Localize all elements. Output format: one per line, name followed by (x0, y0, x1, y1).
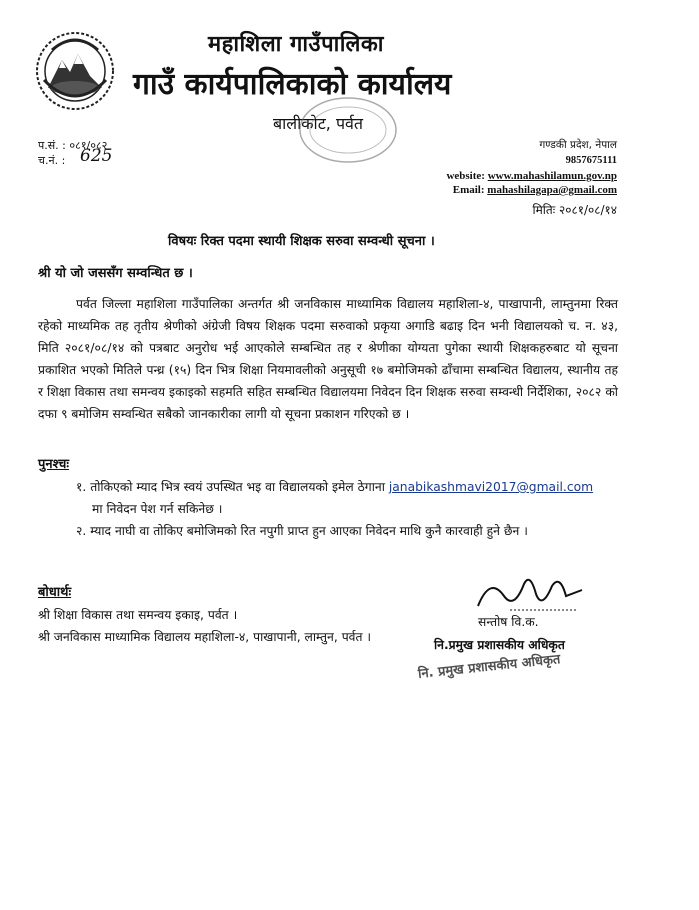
office-location: बालीकोट, पर्वत (273, 114, 364, 133)
reference-number: प.सं. : ०८१/०८२ (38, 139, 108, 152)
email-line (453, 184, 617, 196)
signature-icon (470, 566, 590, 616)
office-stamp-icon (296, 92, 400, 168)
designation-stamp: नि. प्रमुख प्रशासकीय अधिकृत (417, 652, 562, 682)
cc-recipient-1: श्री शिक्षा विकास तथा समन्वय इकाइ, पर्वत । (38, 608, 238, 622)
school-email-link[interactable]: janabikashmavi2017@gmail.com (388, 480, 594, 494)
dispatch-number: 625 (80, 146, 113, 166)
signatory-name: सन्तोष वि.क. (478, 615, 539, 629)
nepal-emblem-icon (34, 30, 116, 112)
postscript-label: पुनश्चः (38, 457, 70, 472)
postscript-item-1-continuation: मा निवेदन पेश गर्न सकिनेछ । (92, 502, 223, 516)
office-name: गाउँ कार्यपालिकाको कार्यालय (133, 67, 452, 102)
letter-date: मितिः २०८१/०८/१४ (532, 203, 617, 217)
phone-number: 9857675111 (565, 155, 617, 166)
website-label: website: (446, 170, 485, 182)
subject-line: विषयः रिक्त पदमा स्थायी शिक्षक सरुवा सम्वन्धी सूचना । (168, 234, 435, 249)
website-link[interactable]: www.mahashilamun.gov.np (487, 170, 617, 182)
cc-label: बोधार्थः (38, 585, 72, 600)
municipality-name: महाशिला गाउँपालिका (208, 32, 385, 57)
email-label: Email: (452, 184, 485, 196)
website-line (446, 170, 617, 182)
postscript-item-1-text: १. तोकिएको म्याद भित्र स्वयं उपस्थित भइ वा विद्यालयको इमेल ठेगाना (76, 480, 389, 494)
cc-recipient-2: श्री जनविकास माध्यामिक विद्यालय महाशिला-४, पाखापानी, लाम्तुन, पर्वत । (38, 630, 372, 644)
body-paragraph: पर्वत जिल्ला महाशिला गाउँपालिका अन्तर्गत श्री जनविकास माध्यामिक विद्यालय महाशिला-४, पाखापानी, लाम्तुनमा रिक्त रहेको माध्यमिक तह तृतीय श्रेणीको अंग्रेजी विषय शिक्षक पदमा सरुवाको प्रकृया अगाडि बढाइ दिन भनी विद्यालयको च. न. ४३, मिति २०८१/०८/१४ को पत्रबाट अनुरोध भई आएकोले सम्बन्धित तह र श्रेणीका योग्यता पुगेका स्थायी शिक्षकहरुबाट यो सूचना प्रकाशित भएको मितिले पन्ध्र (१५) दिन भित्र शिक्षा नियमावलीको अनुसूची १७ बमोजिमको ढाँचामा सम्बन्धित विद्यालय, स्थानीय तह र शिक्षा विकास तथा समन्वय इकाइको सहमति सहित सम्बन्धित विद्यालयमा निवेदन दिन शिक्षक सरुवा सम्वन्धी निर्देशिका, २०८२ को दफा ९ बमोजिम सम्वन्धित सबैको जानकारीका लागी यो सूचना प्रकाशन गरिएको छ । (38, 297, 618, 421)
postscript-item-1 (76, 478, 593, 495)
email-link[interactable]: mahashilagapa@gmail.com (487, 184, 617, 196)
province: गण्डकी प्रदेश, नेपाल (539, 139, 617, 151)
postscript-item-2: २. म्याद नाघी वा तोकिए बमोजिमको रित नपुगी प्राप्त हुन आएका निवेदन माथि कुनै कारवाही हुने छैन । (76, 524, 528, 538)
signatory-title: नि.प्रमुख प्रशासकीय अधिकृत (434, 638, 565, 652)
salutation: श्री यो जो जससँग सम्वन्धित छ । (38, 266, 193, 281)
dispatch-label: च.नं. : (38, 154, 66, 167)
